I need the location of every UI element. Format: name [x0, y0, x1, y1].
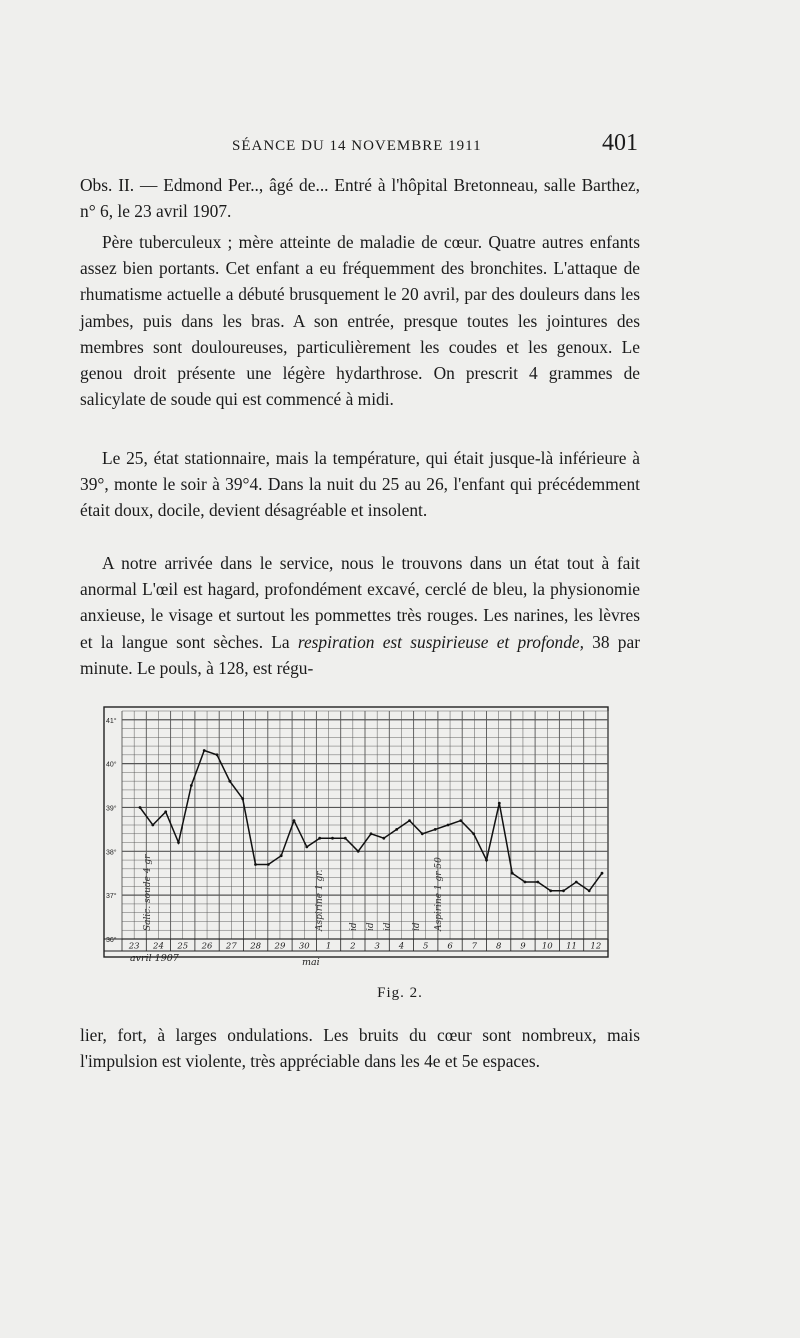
date-label: 10: [541, 941, 553, 952]
temperature-point: [331, 837, 334, 840]
y-tick-label: 38°: [106, 849, 117, 857]
month-label-april: avril 1907: [130, 953, 179, 964]
date-label: 30: [298, 941, 310, 952]
temperature-point: [318, 837, 321, 840]
paragraph-evolution: Le 25, état stationnaire, mais la température, qui était jusque-là inférieure à 39°, monte le soir à 39°4. Dans la nuit du 25 au 26, l'enfant qui précédemment était doux, docile, devient désagréable et insolent.: [80, 448, 640, 521]
date-label: 7: [471, 941, 478, 952]
temperature-point: [382, 837, 385, 840]
y-tick-label: 41°: [106, 717, 117, 725]
treatment-annotation: id: [349, 922, 359, 931]
temperature-point: [241, 797, 244, 800]
temperature-point: [536, 881, 539, 884]
temperature-point: [485, 859, 488, 862]
paragraph-observation: Obs. II. — Edmond Per.., âgé de... Entré à l'hôpital Bretonneau, salle Barthez, n° 6, le 23 avril 1907.: [80, 175, 640, 222]
date-label: 12: [590, 941, 602, 952]
treatment-annotation: id: [366, 922, 376, 931]
temperature-chart: [100, 703, 612, 967]
temperature-point: [293, 819, 296, 822]
temperature-point: [280, 854, 283, 857]
temperature-point: [459, 819, 462, 822]
treatment-annotation: Salic. soude 4 gr: [143, 854, 153, 931]
temperature-point: [472, 832, 475, 835]
temperature-point: [164, 810, 167, 813]
temperature-point: [549, 889, 552, 892]
date-label: 24: [153, 941, 164, 952]
temperature-point: [511, 872, 514, 875]
date-label: 25: [177, 941, 189, 952]
temperature-point: [370, 832, 373, 835]
temperature-point: [177, 841, 180, 844]
treatment-annotation: id: [412, 922, 422, 931]
temperature-point: [357, 850, 360, 853]
date-label: 2: [350, 941, 356, 952]
figure-caption: Fig. 2.: [377, 985, 423, 1001]
temperature-point: [562, 889, 565, 892]
temperature-point: [434, 828, 437, 831]
paragraph-examination-end: 38 par minute. Le pouls, à 128, est régu-: [80, 631, 640, 678]
date-label: 11: [566, 941, 577, 952]
y-tick-label: 36°: [106, 937, 117, 944]
date-label: 23: [128, 941, 140, 952]
temperature-point: [524, 881, 527, 884]
header-title: SÉANCE DU 14 NOVEMBRE 1911: [232, 138, 482, 154]
month-label-may: mai: [302, 957, 320, 967]
paragraph-examination-text: A notre arrivée dans le service, nous le trouvons dans un état tout à fait anormal L'œil est hagard, profondément excavé, cerclé de bleu, la physionomie anxieuse, le visage et surtout les pommettes très rouges. Les narines, les lèvres et la langue sont sèches. La: [80, 553, 640, 652]
date-label: 26: [201, 941, 213, 952]
temperature-point: [151, 824, 154, 827]
paragraph-history: Père tuberculeux ; mère atteinte de maladie de cœur. Quatre autres enfants assez bien portants. Cet enfant a eu fréquemment des bronchites. L'attaque de rhumatisme actuelle a débuté brusquement le 20 avril, par des douleurs dans les jambes, puis dans les bras. A son entrée, presque toutes les jointures des membres sont douloureuses, particulièrement les coudes et les genoux. Le genou droit présente une légère hydarthrose. On prescrit 4 grammes de salicylate de soude qui est commencé à midi.: [80, 232, 640, 410]
temperature-point: [190, 784, 193, 787]
temperature-point: [395, 828, 398, 831]
temperature-point: [216, 753, 219, 756]
temperature-point: [267, 863, 270, 866]
date-label: 1: [325, 941, 332, 952]
y-tick-label: 37°: [106, 893, 117, 901]
temperature-point: [203, 749, 206, 752]
y-tick-label: 40°: [106, 761, 117, 769]
page-number: 401: [602, 130, 638, 156]
temperature-point: [447, 824, 450, 827]
temperature-point: [408, 819, 411, 822]
treatment-annotation: Aspirine 1 gr 50: [434, 857, 444, 931]
temperature-point: [575, 881, 578, 884]
temperature-point: [588, 889, 591, 892]
date-label: 3: [374, 941, 380, 952]
running-header: [80, 130, 640, 160]
treatment-annotation: id: [383, 922, 393, 931]
temperature-point: [601, 872, 604, 875]
date-label: 28: [250, 941, 262, 952]
paragraph-examination-italic: respiration est suspirieuse et profonde,: [297, 631, 584, 652]
date-label: 6: [447, 941, 453, 952]
temperature-point: [139, 806, 142, 809]
temperature-point: [421, 832, 424, 835]
temperature-point: [498, 802, 501, 805]
temperature-point: [228, 780, 231, 783]
treatment-annotation: Aspirine 1 gr.: [315, 869, 325, 931]
temperature-point: [344, 837, 347, 840]
temperature-point: [305, 846, 308, 849]
date-label: 9: [520, 941, 526, 952]
date-label: 29: [274, 941, 286, 952]
y-tick-label: 39°: [106, 805, 117, 813]
temperature-point: [254, 863, 257, 866]
paragraph-heart: lier, fort, à larges ondulations. Les bruits du cœur sont nombreux, mais l'impulsion est violente, très appréciable dans les 4e et 5e espaces.: [80, 1025, 640, 1072]
date-label: 8: [495, 941, 502, 952]
chart-frame: [104, 707, 608, 957]
date-label: 27: [225, 941, 237, 952]
date-label: 4: [398, 941, 405, 952]
temperature-line: [140, 751, 602, 891]
date-label: 5: [423, 941, 429, 952]
paragraph-examination: [80, 550, 640, 681]
